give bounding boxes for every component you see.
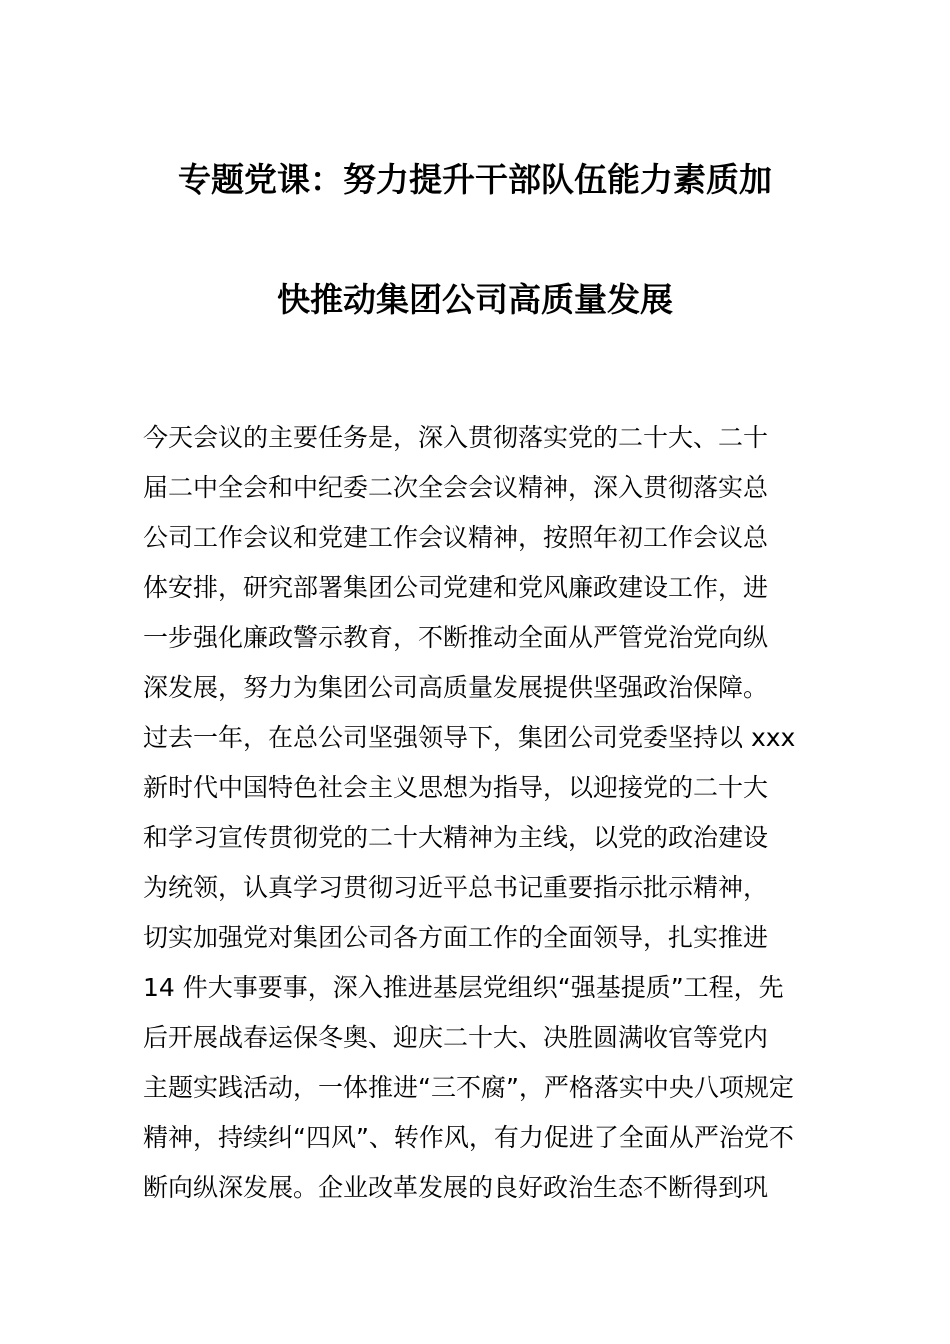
paragraph-line: 届二中全会和中纪委二次全会会议精神，深入贯彻落实总 [143,473,769,502]
paragraph-2 [143,713,808,1213]
paragraph-line: 今天会议的主要任务是，深入贯彻落实党的二十大、二十 [143,423,769,452]
paragraph-line: 切实加强党对集团公司各方面工作的全面领导，扎实推进 [143,923,769,952]
paragraph-line: 一步强化廉政警示教育，不断推动全面从严管党治党向纵 [143,623,769,652]
document-title-line-1: 专题党课：努力提升干部队伍能力素质加 [178,160,772,199]
paragraph-1 [143,413,808,713]
paragraph-line: 公司工作会议和党建工作会议精神，按照年初工作会议总 [143,523,769,552]
paragraph-line: 过去一年，在总公司坚强领导下，集团公司党委坚持以 xxx [143,723,796,752]
paragraph-line: 为统领，认真学习贯彻习近平总书记重要指示批示精神， [143,873,769,902]
paragraph-line: 和学习宣传贯彻党的二十大精神为主线，以党的政治建设 [143,823,769,852]
paragraph-line: 深发展，努力为集团公司高质量发展提供坚强政治保障。 [143,673,769,702]
paragraph-line: 新时代中国特色社会主义思想为指导，以迎接党的二十大 [143,773,769,802]
paragraph-line: 精神，持续纠“四风”、转作风，有力促进了全面从严治党不 [143,1123,794,1152]
paragraph-line: 后开展战春运保冬奥、迎庆二十大、决胜圆满收官等党内 [143,1023,769,1052]
paragraph-line: 14 件大事要事，深入推进基层党组织“强基提质”工程，先 [143,973,784,1002]
paragraph-line: 主题实践活动，一体推进“三不腐”，严格落实中央八项规定 [143,1073,794,1102]
paragraph-line: 断向纵深发展。企业改革发展的良好政治生态不断得到巩 [143,1173,769,1202]
paragraph-line: 体安排，研究部署集团公司党建和党风廉政建设工作，进 [143,573,769,602]
document-title-line-2: 快推动集团公司高质量发展 [277,280,673,319]
